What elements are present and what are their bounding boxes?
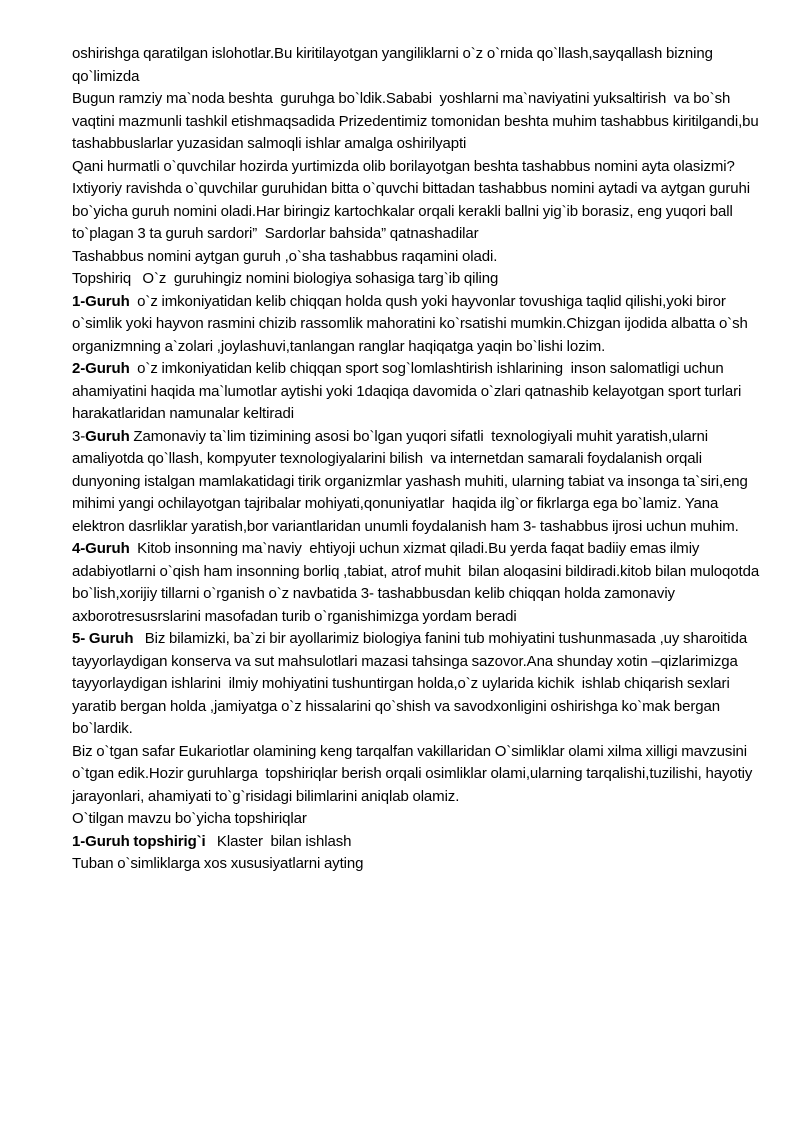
text-run: o`z imkoniyatidan kelib chiqqan sport sog`lomlashtirish ishlarining inson salomatligi uchun ahamiyatini haqida ma`lumotlar aytishi yoki 1daqiqa davomida o`zlari qatnashib kelayotgan sport turlari harakatlaridan namunalar keltiradi xyxy=(72,360,746,422)
text-run: O`tilgan mavzu bo`yicha topshiriqlar xyxy=(72,810,307,827)
bold-run: Guruh xyxy=(85,427,130,445)
paragraph xyxy=(72,358,760,426)
paragraph xyxy=(72,156,760,179)
paragraph xyxy=(72,88,763,156)
text-run: Biz o`tgan safar Eukariotlar olamining keng tarqalfan vakillaridan O`simliklar olami xilma xilligi mavzusini o`tgan edik.Hozir guruhlarga topshiriqlar berish orqali osimliklar olami,ularning tarqalishi,tuzilishi, hayotiy jarayonlari, ahamiyati to`g`risidagi bilimlarini aniqlab olamiz. xyxy=(72,742,757,805)
paragraph xyxy=(72,178,760,246)
paragraph xyxy=(72,43,760,88)
text-run: Ixtiyoriy ravishda o`quvchilar guruhidan bitta o`quvchi bittadan tashabbus nomini aytadi va aytgan guruhi bo`yicha guruh nomini oladi.Har biringiz kartochkalar orqali kerakli ballni yig`ib borasiz, eng yuqori ball to`plagan 3 ta guruh sardori” Sardorlar bahsida” qatnashadilar xyxy=(72,180,754,242)
paragraph xyxy=(72,853,760,876)
text-run: Kitob insonning ma`naviy ehtiyoji uchun xizmat qiladi.Bu yerda faqat badiiy emas ilmiy adabiyotlarni o`qish ham insonning borliq ,tabiat, atrof muhit bilan aloqasini bildiradi.kitob bilan muloqotda bo`lish,xorijiy tillarni o`rganish o`z navbatida 3- tashabbusdan kelib chiqqan holda zamonaviy axborotresusrslarini masofadan turib o`rganishimizga yordam beradi xyxy=(72,540,763,625)
text-run: Topshiriq O`z guruhingiz nomini biologiya sohasiga targ`ib qiling xyxy=(72,270,499,287)
text-run: Zamonaviy ta`lim tizimining asosi bo`lgan yuqori sifatli texnologiyali muhit yaratish,ularni amaliyotda qo`llash, kompyuter texnologiyalarini bilish va internetdan samarali foydalanish orqali dunyoning istalgan mamlakatidagi tirik organizmlar yashash muhiti, ularning tabiat va insonga ta`siri,eng mihimi yangi ochilayotgan tajribalar mohiyati,qonuniyatlar haqida ilg`or fikrlarga ega bo`lamiz. Yana elektron dasrliklar yaratish,bor variantlaridan unumli foydalanish ham 3- tashabbus ijrosi uchun muhim. xyxy=(72,427,752,535)
bold-run: 1-Guruh topshirig`i xyxy=(72,832,206,850)
paragraph xyxy=(72,538,763,628)
text-run: Bugun ramziy ma`noda beshta guruhga bo`ldik.Sababi yoshlarni ma`naviyatini yuksaltirish va bo`sh vaqtini mazmunli tashkil etishmaqsadida Prizedentimiz tomonidan beshta muhim tashabbus kiritilgandi,bu tashabbuslarlar yuzasidan salmoqli ishlar amalga oshirilyapti xyxy=(72,90,763,152)
paragraph xyxy=(72,291,760,359)
text-run: Klaster bilan ishlash xyxy=(205,832,352,850)
bold-run: 4-Guruh xyxy=(72,540,130,557)
text-run: o`z imkoniyatidan kelib chiqqan holda qush yoki hayvonlar tovushiga taqlid qilishi,yoki biror o`simlik yoki hayvon rasmini chizib rassomlik mahoratini ko`rsatishi mumkin.Chizgan ijodida albatta o`sh organizmning a`zolari ,joylashuvi,tanlangan ranglar haqiqatga yaqin bo`lishi lozim. xyxy=(72,292,752,355)
paragraph xyxy=(72,268,760,291)
text-run: oshirishga qaratilgan islohotlar.Bu kiritilayotgan yangiliklarni o`z o`rnida qo`llash,sayqallash bizning qo`limizda xyxy=(72,45,717,85)
paragraph xyxy=(72,808,760,831)
bold-run: 2-Guruh xyxy=(72,360,130,377)
text-run: Tuban o`simliklarga xos xususiyatlarni ayting xyxy=(72,855,364,872)
bold-run: 1-Guruh xyxy=(72,292,130,310)
paragraph xyxy=(72,246,760,269)
paragraph xyxy=(72,628,760,741)
text-run: Qani hurmatli o`quvchilar hozirda yurtimizda olib borilayotgan beshta tashabbus nomini ayta olasizmi? xyxy=(72,157,735,175)
paragraph xyxy=(72,741,760,809)
bold-run: 5- Guruh xyxy=(72,630,134,647)
text-run: Biz bilamizki, ba`zi bir ayollarimiz biologiya fanini tub mohiyatini tushunmasada ,uy sharoitida tayyorlaydigan konserva va sut mahsulotlari mazasi tahsinga sazovor.Ana shunday xotin –qizlarimizga tayyorlaydigan ishlarini ilmiy mohiyatini tushuntirgan holda,o`z uylarida kichik ishlab chiqarish sexlari yaratib bergan holda ,jamiyatga o`z hissalarini qo`shish va savodxonligini oshirishga ko`mak bergan bo`lardik. xyxy=(72,630,751,737)
document-body xyxy=(72,43,763,876)
text-run: 3- xyxy=(72,427,86,445)
text-run: Tashabbus nomini aytgan guruh ,o`sha tashabbus raqamini oladi. xyxy=(72,247,498,265)
paragraph xyxy=(72,831,760,854)
paragraph xyxy=(72,426,760,539)
